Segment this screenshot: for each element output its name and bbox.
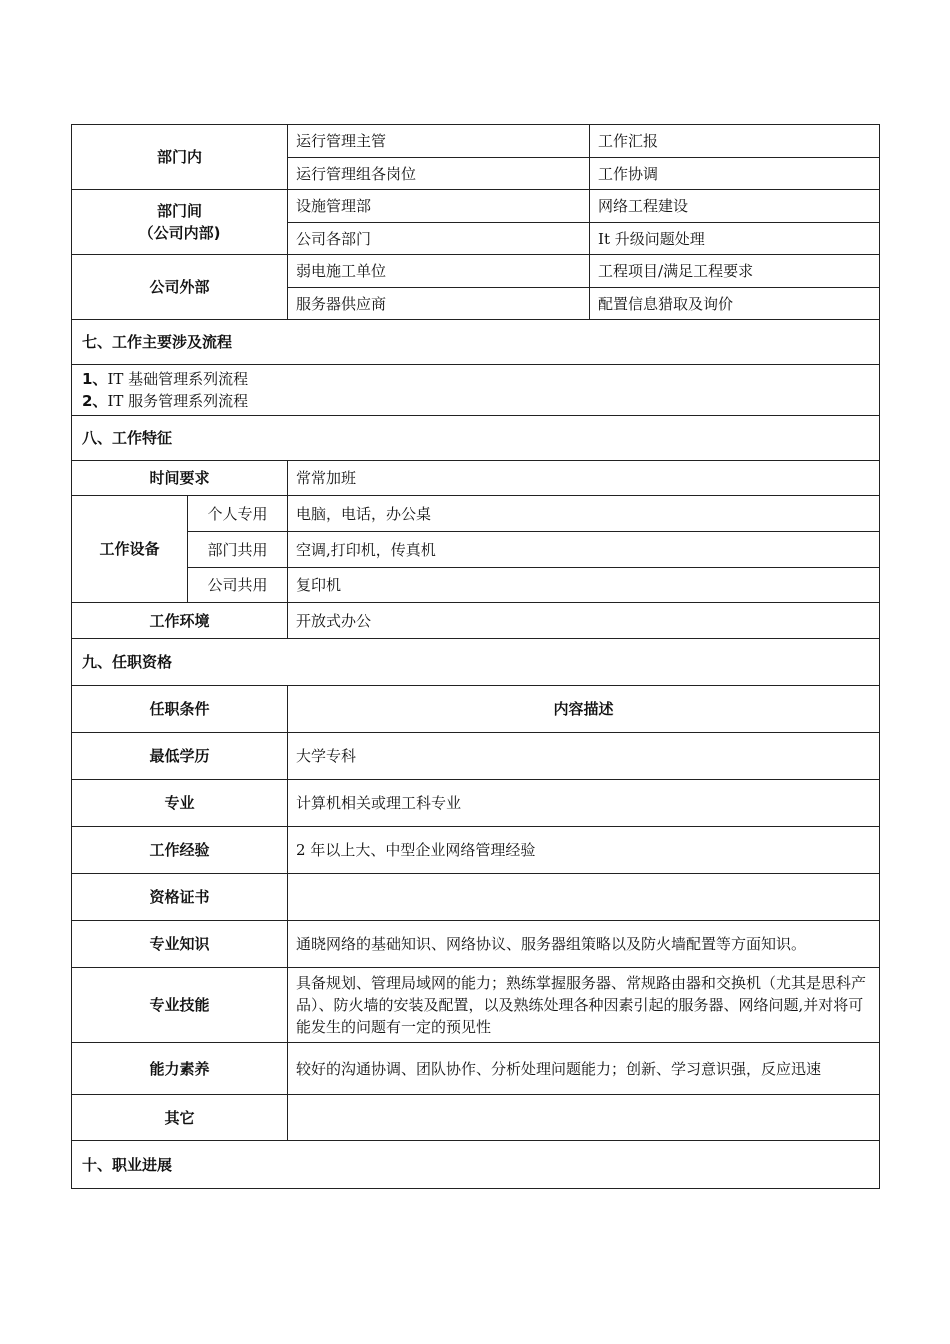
job-description-table [71,124,880,1189]
section-8-title: 八、工作特征 [72,416,880,461]
relation-party: 设施管理部 [288,190,590,223]
qualification-header-condition: 任职条件 [72,686,288,733]
list-item [82,390,871,412]
work-environment-value: 开放式办公 [288,603,880,639]
qualification-label: 工作经验 [72,827,288,874]
relation-inter-label [72,190,288,255]
table-row [72,1043,880,1095]
list-item-text: IT 服务管理系列流程 [107,392,249,410]
list-item-number: 1、 [82,370,108,388]
relation-content: 工作协调 [590,158,880,190]
qualification-value: 大学专科 [288,733,880,780]
time-requirement-value: 常常加班 [288,461,880,496]
table-row [72,827,880,874]
qualification-label: 专业 [72,780,288,827]
relation-party: 公司各部门 [288,223,590,255]
relation-row [72,255,880,288]
equipment-items: 复印机 [288,568,880,603]
qualification-label: 资格证书 [72,874,288,921]
list-item [82,368,871,390]
section-9-title: 九、任职资格 [72,639,880,686]
list-item-number: 2、 [82,392,108,410]
relation-row [72,125,880,158]
time-requirement-label: 时间要求 [72,461,288,496]
equipment-items: 电脑，电话，办公桌 [288,496,880,532]
table-row [72,733,880,780]
relation-internal-label: 部门内 [72,125,288,190]
equipment-scope: 公司共用 [188,568,288,603]
relation-party: 运行管理主管 [288,125,590,158]
work-environment-label: 工作环境 [72,603,288,639]
equipment-label: 工作设备 [72,496,188,603]
relation-content: 工程项目/满足工程要求 [590,255,880,288]
relation-row [72,190,880,223]
list-item-text: IT 基础管理系列流程 [107,370,249,388]
qualification-label: 能力素养 [72,1043,288,1095]
qualification-value: 较好的沟通协调、团队协作、分析处理问题能力；创新、学习意识强，反应迅速 [288,1043,880,1095]
section-7-title: 七、工作主要涉及流程 [72,320,880,365]
qualification-value: 2 年以上大、中型企业网络管理经验 [288,827,880,874]
qualification-label: 专业技能 [72,968,288,1043]
relation-party: 运行管理组各岗位 [288,158,590,190]
table-row [72,874,880,921]
table-row [72,921,880,968]
qualification-value: 通晓网络的基础知识、网络协议、服务器组策略以及防火墙配置等方面知识。 [288,921,880,968]
equipment-items: 空调,打印机，传真机 [288,532,880,568]
table-row [72,1095,880,1141]
relation-content: It 升级问题处理 [590,223,880,255]
relation-content: 工作汇报 [590,125,880,158]
equipment-scope: 个人专用 [188,496,288,532]
table-row [72,780,880,827]
relation-inter-label-line1: 部门间 [157,202,203,220]
qualification-value [288,1095,880,1141]
qualification-value: 具备规划、管理局域网的能力；熟练掌握服务器、常规路由器和交换机（尤其是思科产品）、防火墙的安装及配置，以及熟练处理各种因素引起的服务器、网络问题,并对将可能发生的问题有一定的预见性 [288,968,880,1043]
relation-external-label: 公司外部 [72,255,288,320]
qualification-label: 其它 [72,1095,288,1141]
qualification-value [288,874,880,921]
equipment-scope: 部门共用 [188,532,288,568]
relation-content: 配置信息猎取及询价 [590,288,880,320]
qualification-header-description: 内容描述 [288,686,880,733]
qualification-value: 计算机相关或理工科专业 [288,780,880,827]
relation-party: 服务器供应商 [288,288,590,320]
relation-content: 网络工程建设 [590,190,880,223]
qualification-label: 专业知识 [72,921,288,968]
section-7-list [72,365,880,416]
relation-party: 弱电施工单位 [288,255,590,288]
relation-inter-label-line2: （公司内部) [138,224,221,242]
section-10-title: 十、职业进展 [72,1141,880,1189]
table-row [72,968,880,1043]
qualification-label: 最低学历 [72,733,288,780]
